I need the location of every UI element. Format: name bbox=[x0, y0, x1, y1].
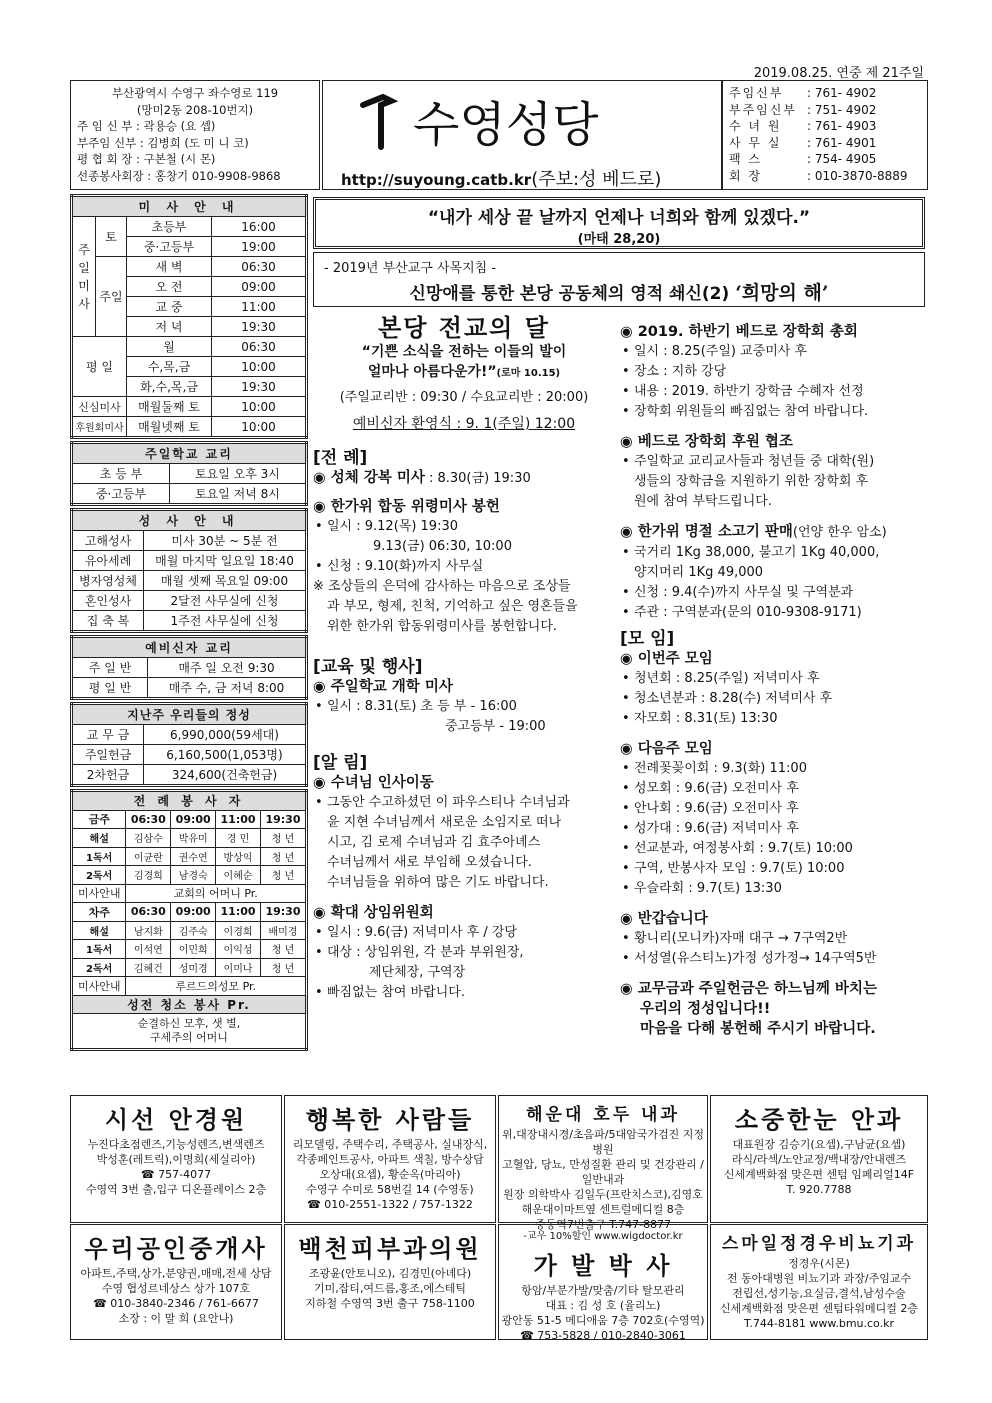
servers-cell: 해설 bbox=[72, 829, 126, 848]
ad-title: 백천피부과의원 bbox=[298, 1234, 482, 1263]
servers-row bbox=[72, 958, 307, 977]
item-line: • 우슬라회 : 9.7(토) 13:30 bbox=[620, 879, 926, 899]
staff-name: 구본철 (시 몬) bbox=[143, 152, 216, 166]
servers-cell: 이석연 bbox=[126, 940, 171, 959]
item-line: • 빠짐없는 참여 바랍니다. bbox=[313, 983, 615, 1003]
saturday-label: 토 bbox=[96, 217, 127, 257]
quote-text: “내가 세상 끝 날까지 언제나 너희와 함께 있겠다.” bbox=[427, 208, 811, 228]
issue-date: 2019.08.25. 연중 제 21주일 bbox=[753, 66, 924, 81]
sacrament-table bbox=[70, 508, 308, 633]
ad-title: 시선 안경원 bbox=[104, 1105, 248, 1134]
support-mass-label: 후원회미사 bbox=[72, 417, 127, 438]
item-title: ◉ 수녀님 인사이동 bbox=[313, 775, 434, 791]
item-line: • 장학회 위원들의 빠짐없는 참여 바랍니다. bbox=[620, 402, 926, 422]
item-title: ◉ 주일학교 개학 미사 bbox=[313, 679, 453, 695]
ad-line: 중동역7번출구 T.747-8877 bbox=[534, 1218, 672, 1231]
catechumen-table bbox=[70, 635, 308, 700]
ad-line: ☎ 753-5828 / 010-2840-3061 bbox=[520, 1329, 686, 1342]
servers-cell: 경 민 bbox=[216, 829, 261, 848]
item-title: ◉ 베드로 장학회 후원 협조 bbox=[620, 434, 793, 450]
mission-title: 본당 전교의 달 bbox=[378, 314, 550, 342]
servers-row bbox=[72, 940, 307, 959]
ad-title: 해운대 호두 내과 bbox=[526, 1105, 680, 1125]
contact-number: : 751- 4902 bbox=[807, 102, 877, 117]
staff-name: 곽용승 (요 셉) bbox=[143, 119, 216, 133]
item-line: 시고, 김 로제 수녀님과 김 효주아녜스 bbox=[327, 835, 541, 850]
servers-head-row bbox=[72, 903, 307, 922]
item-line: 생들의 장학금을 지원하기 위한 장학회 후 bbox=[634, 474, 869, 489]
row-key: 중·고등부 bbox=[72, 484, 170, 505]
pastoral-guideline bbox=[313, 252, 925, 307]
servers-cell: 배미경 bbox=[260, 921, 306, 940]
row-value: 루르드의성모 Pr. bbox=[126, 977, 307, 996]
servers-row bbox=[72, 921, 307, 940]
ad-line: 항암/부분가발/맞춤/기타 탈모관리 bbox=[521, 1284, 685, 1297]
contact-row bbox=[729, 118, 921, 135]
mass-time: 06:30 bbox=[241, 339, 276, 354]
mission-classes: (주일교리반 : 09:30 / 수요교리반 : 20:00) bbox=[339, 390, 589, 405]
servers-cell: 남지화 bbox=[126, 921, 171, 940]
row-value: 미사 30분 ~ 5분 전 bbox=[144, 531, 307, 551]
servers-cell: 이미나 bbox=[216, 958, 261, 977]
staff-role: 주 임 신 부 bbox=[77, 119, 133, 133]
ad-line: 오상대(요셉), 황순옥(마리아) bbox=[319, 1168, 461, 1181]
row-key: 미사안내 bbox=[72, 884, 126, 903]
item-line: • 장소 : 지하 강당 bbox=[620, 362, 926, 382]
item-line: 원에 참여 부탁드립니다. bbox=[634, 494, 772, 509]
ad-line: 해운대이마트옆 센트럴메디컬 8층 bbox=[521, 1203, 685, 1216]
item-line: 중고등부 - 19:00 bbox=[445, 719, 546, 734]
item-line: • 자모회 : 8.31(토) 13:30 bbox=[620, 709, 926, 729]
address: 부산광역시 수영구 좌수영로 119 bbox=[111, 86, 279, 100]
servers-cell: 청 년 bbox=[260, 847, 306, 866]
sacrament-row bbox=[72, 591, 307, 611]
servers-cell: 1독서 bbox=[72, 940, 126, 959]
item-note: ※ 조상들의 은덕에 감사하는 마음으로 조상들 bbox=[313, 579, 571, 594]
ad-line: 조광윤(안토니오), 김경민(아녜다) bbox=[308, 1267, 472, 1280]
school-title: 주일학교 교리 bbox=[72, 443, 307, 464]
servers-cell: 김삼수 bbox=[126, 829, 171, 848]
item-line: 제단체장, 구역장 bbox=[369, 965, 466, 980]
row-key: 2차헌금 bbox=[72, 765, 144, 786]
item-line: • 성가대 : 9.6(금) 저녁미사 후 bbox=[620, 819, 926, 839]
mass-name: 오 전 bbox=[127, 277, 212, 296]
sacrament-row bbox=[72, 531, 307, 551]
row-key: 주일헌금 bbox=[72, 745, 144, 765]
ad-box bbox=[498, 1095, 708, 1231]
servers-cell: 1독서 bbox=[72, 847, 126, 866]
mass-title: 미 사 안 내 bbox=[72, 196, 307, 217]
ad-line: 전 동아대병원 비뇨기과 과장/주임교수 bbox=[726, 1272, 912, 1285]
contact-number: : 761- 4903 bbox=[807, 119, 877, 133]
closing-message: ◉ 교무금과 주일헌금은 하느님께 바치는 bbox=[620, 981, 877, 997]
ad-line: 기미,잡티,여드름,홍조,에스테틱 bbox=[313, 1282, 467, 1295]
row-value: 매월 셋째 목요일 09:00 bbox=[144, 571, 307, 591]
row-value: 6,990,000(59세대) bbox=[144, 725, 307, 745]
sunday-label: 주일 bbox=[96, 257, 127, 337]
servers-cell: 방상익 bbox=[216, 847, 261, 866]
row-value: 6,160,500(1,053명) bbox=[144, 745, 307, 765]
staff-row: 부주임 신부 : 김병희 (도 미 니 코) bbox=[77, 135, 249, 150]
item-line: • 국거리 1Kg 38,000, 불고기 1Kg 40,000, bbox=[620, 543, 926, 563]
contact-row bbox=[729, 102, 921, 119]
servers-row bbox=[72, 866, 307, 885]
mass-name: 초등부 bbox=[127, 217, 212, 236]
row-value: 교회의 어머니 Pr. bbox=[126, 884, 307, 903]
quote-ref: (마태 28,20) bbox=[577, 232, 661, 247]
ad-title: 스마일정경우비뇨기과 bbox=[721, 1234, 917, 1254]
ad-line: 박성훈(레트릭),이명희(세실리아) bbox=[96, 1153, 256, 1166]
servers-title: 전 례 봉 사 자 bbox=[72, 791, 307, 811]
contact-number: : 010-3870-8889 bbox=[807, 168, 908, 183]
sacrament-row bbox=[72, 571, 307, 591]
item-line: • 대상 : 상임위원, 각 분과 부위원장, bbox=[313, 943, 615, 963]
mass-name: 중·고등부 bbox=[127, 237, 212, 256]
servers-cell: 청 년 bbox=[260, 866, 306, 885]
ad-line: 누진다초점렌즈,기능성렌즈,변색렌즈 bbox=[87, 1138, 265, 1151]
ad-line: ☎ 010-3840-2346 / 761-6677 bbox=[93, 1297, 259, 1310]
ad-line: 수영 협성르네상스 상가 107호 bbox=[101, 1282, 251, 1295]
servers-cell: 이익성 bbox=[216, 940, 261, 959]
logo-text: 수영성당 bbox=[413, 97, 599, 153]
mass-day: 매월둘째 토 bbox=[127, 397, 212, 416]
ad-box bbox=[70, 1224, 282, 1340]
servers-cell: 해설 bbox=[72, 921, 126, 940]
servers-head-cell: 19:30 bbox=[260, 903, 306, 922]
devotion-mass-label: 신심미사 bbox=[72, 397, 127, 417]
servers-cell: 이민희 bbox=[171, 940, 216, 959]
servers-head-cell: 11:00 bbox=[216, 903, 261, 922]
ad-line: 고혈압, 당뇨, 만성질환 관리 및 건강관리 / 일반내과 bbox=[502, 1158, 704, 1186]
sunday-school-table bbox=[70, 441, 308, 506]
section-education: [교육 및 행사] bbox=[313, 657, 423, 677]
ad-line: 각종페인트공사, 아파트 색칠, 방수상담 bbox=[296, 1153, 484, 1166]
mass-time: 19:00 bbox=[241, 239, 276, 254]
contact-label: 부주임신부 bbox=[729, 102, 797, 117]
servers-table bbox=[70, 789, 308, 1051]
ad-line: 위,대장내시경/초음파/5대암국가검진 지정병원 bbox=[501, 1128, 705, 1156]
section-notice: [알 림] bbox=[313, 753, 368, 773]
contact-number: : 761- 4902 bbox=[807, 86, 877, 100]
servers-head-cell: 09:00 bbox=[171, 903, 216, 922]
row-key: 미사안내 bbox=[72, 977, 126, 996]
item-note: 과 부모, 형제, 친척, 기억하고 싶은 영혼들을 bbox=[327, 599, 578, 614]
masthead bbox=[322, 80, 722, 190]
ad-box bbox=[284, 1095, 496, 1223]
staff-row: 주 임 신 부 : 곽용승 (요 셉) bbox=[77, 119, 216, 133]
staff-row: 선종봉사회장 : 홍창기 010-9908-9868 bbox=[77, 168, 281, 183]
contact-row bbox=[729, 168, 921, 185]
offering-table bbox=[70, 702, 308, 787]
staff-role: 부주임 신부 bbox=[77, 135, 137, 150]
servers-head-cell: 06:30 bbox=[126, 810, 171, 829]
ad-line: 라식/라섹/노안교정/백내장/안내렌즈 bbox=[731, 1153, 907, 1166]
servers-head-cell: 11:00 bbox=[216, 810, 261, 829]
mass-day: 매월넷째 토 bbox=[127, 417, 212, 436]
row-value: 토요일 저녁 8시 bbox=[170, 484, 307, 505]
ad-line: 신세계백화점 맞은편 센텀타워메디컬 2층 bbox=[719, 1302, 919, 1315]
mission-welcome: 예비신자 환영식 : 9. 1(주일) 12:00 bbox=[352, 416, 576, 432]
item-line: • 신청 : 9.4(수)까지 사무실 및 구역분과 bbox=[620, 583, 926, 603]
ad-title: 우리공인중개사 bbox=[84, 1234, 268, 1263]
cleaning-title: 성전 청소 봉사 Pr. bbox=[72, 995, 307, 1014]
mass-time: 10:00 bbox=[241, 419, 276, 434]
mass-name: 저 녁 bbox=[127, 317, 212, 336]
row-value: 324,600(건축헌금) bbox=[144, 765, 307, 786]
item-line: 수녀님께서 새로 부임해 오셨습니다. bbox=[327, 855, 532, 870]
row-value: 매월 마지막 일요일 18:40 bbox=[144, 551, 307, 571]
item-line: • 내용 : 2019. 하반기 장학금 수혜자 선정 bbox=[620, 382, 926, 402]
item-title: ◉ 2019. 하반기 베드로 장학회 총회 bbox=[620, 324, 858, 340]
row-value: 매주 수, 금 저녁 8:00 bbox=[148, 678, 307, 699]
row-key: 평 일 반 bbox=[72, 678, 148, 699]
row-key: 초 등 부 bbox=[72, 464, 170, 484]
mass-day: 화,수,목,금 bbox=[127, 377, 212, 396]
ad-line: 정경우(시몬) bbox=[788, 1257, 850, 1270]
patron-saint: (주보:성 베드로) bbox=[531, 169, 662, 190]
item-line: • 황니리(모니카)자매 대구 → 7구역2반 bbox=[620, 929, 926, 949]
parish-info bbox=[70, 80, 320, 190]
mass-time: 10:00 bbox=[241, 359, 276, 374]
servers-cell: 김혜건 bbox=[126, 958, 171, 977]
item-title: ◉ 한가위 명절 소고기 판매 bbox=[620, 524, 793, 540]
mass-time: 10:00 bbox=[241, 399, 276, 414]
cleaning-groups: 순결하신 모후, 샛 별, 구세주의 어머니 bbox=[72, 1014, 307, 1050]
servers-cell: 남경숙 bbox=[171, 866, 216, 885]
mass-time: 06:30 bbox=[241, 259, 276, 274]
mission-verse: 얼마나 아름다운가!” bbox=[367, 364, 497, 380]
item-line: 9.13(금) 06:30, 10:00 bbox=[373, 539, 512, 554]
staff-role: 선종봉사회장 bbox=[77, 168, 144, 183]
guide-title: 신망애를 통한 본당 공동체의 영적 쇄신(2) bbox=[409, 284, 730, 304]
weekly-quote bbox=[313, 197, 925, 249]
right-column: ◉ 2019. 하반기 베드로 장학회 총회 • 일시 : 8.25(주일) 교중미사 후 • 장소 : 지하 강당 • 내용 : 2019. 하반기 장학금 수혜자 선정 • 장학회 위원들의 빠짐없는 참여 바랍니다. ◉ 베드로 장학회 후원 협조 • 주일학교 교리교사들과 청년들 중 대학(원) 생들의 장학금을 지원하기 위한 장학회 후 원에 참여 부탁드립니다. ◉ 한가위 명절 소고기 판매(언양 한우 암소) • 국거리 1Kg 38,000, 불고기 1Kg 40,000, 양지머리 1Kg 49,000 • 신청 : 9.4(수)까지 사무실 및 구역분과 • 주관 : 구역분과(문의 010-9308-9171) [모 임] ◉ 이번주 모임 • 청년회 : 8.25(주일) 저녁미사 후 • 청소년분과 : 8.28(수) 저녁미사 후 • 자모회 : 8.31(토) 13:30 ◉ 다음주 모임 • 전례꽃꽂이회 : 9.3(화) 11:00 • 성모회 : 9.6(금) 오전미사 후 • 안나회 : 9.6(금) 오전미사 후 • 성가대 : 9.6(금) 저녁미사 후 • 선교분과, 여정봉사회 : 9.7(토) 10:00 • 구역, 반봉사자 모임 : 9.7(토) 10:00 • 우슬라회 : 9.7(토) 13:30 ◉ 반갑습니다 • 황니리(모니카)자매 대구 → 7구역2반 • 서성열(유스티노)가정 성가정→ 14구역5반 ◉ 교무금과 주일헌금은 하느님께 바치는 우리의 정성입니다!! 마음을 다해 봉헌해 주시기 바랍니다. bbox=[620, 322, 926, 1039]
ad-box bbox=[498, 1224, 708, 1340]
mission-verse: “기쁜 소식을 전하는 이들의 발이 bbox=[361, 344, 567, 360]
servers-head-cell: 19:30 bbox=[260, 810, 306, 829]
item-line: 수녀님들을 위하여 많은 기도 바랍니다. bbox=[327, 875, 549, 890]
mass-time: 19:30 bbox=[241, 319, 276, 334]
ad-line: ☎ 010-2551-1322 / 757-1322 bbox=[307, 1198, 473, 1211]
contact-number: : 761- 4901 bbox=[807, 135, 877, 150]
contact-label: 사 무 실 bbox=[729, 135, 782, 150]
ad-line: 아파트,주택,상가,분양권,매매,전세 상담 bbox=[80, 1267, 272, 1280]
servers-head-cell: 금주 bbox=[72, 810, 126, 829]
mission-verse-ref: (로마 10.15) bbox=[496, 368, 561, 379]
staff-row: 평 협 회 장 : 구본철 (시 몬) bbox=[77, 152, 216, 166]
item-line: • 일시 : 9.6(금) 저녁미사 후 / 강당 bbox=[313, 923, 615, 943]
ad-line: 신세계백화점 맞은편 센텀 임페리얼14F bbox=[723, 1168, 915, 1181]
item-line: 양지머리 1Kg 49,000 bbox=[634, 565, 764, 580]
servers-cell: 이혜순 bbox=[216, 866, 261, 885]
ad-line: ☎ 757-4077 bbox=[140, 1168, 212, 1181]
guide-year-theme: ‘희망의 해’ bbox=[735, 282, 829, 304]
contact-label: 회 장 bbox=[729, 168, 762, 183]
sacrament-title: 성 사 안 내 bbox=[72, 510, 307, 531]
item-line: 윤 지현 수녀님께서 새로운 소임지로 떠나 bbox=[327, 815, 562, 830]
item-line: • 그동안 수고하셨던 이 파우스티나 수녀님과 bbox=[313, 793, 615, 813]
ad-box bbox=[70, 1095, 282, 1223]
center-column: 본당 전교의 달 “기쁜 소식을 전하는 이들의 발이 얼마나 아름다운가!”(로마 10.15) (주일교리반 : 09:30 / 수요교리반 : 20:00) 예비신자 환영식 : 9. 1(주일) 12:00 [전 례] ◉ 성체 강복 미사 : 8.30(금) 19:30 ◉ 한가위 합동 위령미사 봉헌 • 일시 : 9.12(목) 19:30 9.13(금) 06:30, 10:00 • 신청 : 9.10(화)까지 사무실 ※ 조상들의 은덕에 감사하는 마음으로 조상들 과 부모, 형제, 친척, 기억하고 싶은 영혼들을 위한 한가위 합동위령미사를 봉헌합니다. [교육 및 행사] ◉ 주일학교 개학 미사 • 일시 : 8.31(토) 초 등 부 - 16:00 중고등부 - 19:00 [알 림] ◉ 수녀님 인사이동 • 그동안 수고하셨던 이 파우스티나 수녀님과 윤 지현 수녀님께서 새로운 소임지로 떠나 시고, 김 로제 수녀님과 김 효주아녜스 수녀님께서 새로 부임해 오셨습니다. 수녀님들을 위하여 많은 기도 바랍니다. ◉ 확대 상임위원회 • 일시 : 9.6(금) 저녁미사 후 / 강당 • 대상 : 상임위원, 각 분과 부위원장, 제단체장, 구역장 • 빠짐없는 참여 바랍니다. bbox=[313, 318, 615, 1003]
item-title: ◉ 한가위 합동 위령미사 봉헌 bbox=[313, 499, 500, 515]
row-key: 교 무 금 bbox=[72, 725, 144, 745]
ad-line: 전립선,성기능,요실금,결석,남성수술 bbox=[732, 1287, 906, 1300]
closing-message: 우리의 정성입니다!! bbox=[640, 1001, 771, 1017]
item-line: • 주관 : 구역분과(문의 010-9308-9171) bbox=[620, 603, 926, 623]
address-detail: (망미2동 208-10번지) bbox=[136, 102, 254, 117]
row-key: 병자영성체 bbox=[72, 571, 144, 591]
item-line: • 청소년분과 : 8.28(수) 저녁미사 후 bbox=[620, 689, 926, 709]
ad-line: 대표원장 김승기(요셉),구남균(요셉) bbox=[732, 1138, 906, 1151]
contact-label: 팩 스 bbox=[729, 152, 762, 166]
row-key: 집 축 복 bbox=[72, 611, 144, 632]
item-line: • 일시 : 8.25(주일) 교중미사 후 bbox=[620, 342, 926, 362]
sacrament-row bbox=[72, 611, 307, 632]
item-line: • 서성열(유스티노)가정 성가정→ 14구역5반 bbox=[620, 949, 926, 969]
item-title: ◉ 이번주 모임 bbox=[620, 651, 713, 667]
schedule-column bbox=[70, 194, 308, 1051]
item-line: • 전례꽃꽂이회 : 9.3(화) 11:00 bbox=[620, 759, 926, 779]
staff-role: 평 협 회 장 bbox=[77, 152, 133, 166]
staff-name: 김병희 (도 미 니 코) bbox=[147, 135, 249, 150]
sunday-mass-label: 주일미사 bbox=[72, 217, 96, 337]
servers-row bbox=[72, 847, 307, 866]
row-key: 혼인성사 bbox=[72, 591, 144, 611]
servers-cell: 박유미 bbox=[171, 829, 216, 848]
servers-head-row bbox=[72, 810, 307, 829]
contact-row bbox=[729, 151, 921, 168]
servers-cell: 청 년 bbox=[260, 829, 306, 848]
item-line: • 신청 : 9.10(화)까지 사무실 bbox=[313, 557, 615, 577]
mass-day: 수,목,금 bbox=[127, 357, 212, 376]
ad-title: 소중한눈 안과 bbox=[734, 1105, 904, 1134]
parish-logo bbox=[343, 87, 703, 157]
row-key: 유아세례 bbox=[72, 551, 144, 571]
website-link[interactable]: http://suyoung.catb.kr bbox=[341, 171, 532, 189]
ad-box bbox=[710, 1224, 928, 1340]
row-key: 고해성사 bbox=[72, 531, 144, 551]
ad-tagline: -교우 10%할인 www.wigdoctor.kr bbox=[523, 1231, 683, 1242]
servers-cell: 2독서 bbox=[72, 866, 126, 885]
ad-line: T.744-8181 www.bmu.co.kr bbox=[744, 1317, 894, 1330]
item-title: ◉ 반갑습니다 bbox=[620, 911, 708, 927]
item-line: • 청년회 : 8.25(주일) 저녁미사 후 bbox=[620, 669, 926, 689]
row-key: 주 일 반 bbox=[72, 658, 148, 678]
mass-time: 16:00 bbox=[241, 219, 276, 234]
servers-cell: 김경희 bbox=[126, 866, 171, 885]
item-title: ◉ 성체 강복 미사 bbox=[313, 470, 425, 486]
servers-cell: 성미경 bbox=[171, 958, 216, 977]
ad-line: 지하철 수영역 3번 출구 758-1100 bbox=[305, 1297, 475, 1310]
row-value: 매주 일 오전 9:30 bbox=[148, 658, 307, 678]
guide-subtitle: - 2019년 부산교구 사목지침 - bbox=[324, 261, 497, 276]
row-value: 1주전 사무실에 신청 bbox=[144, 611, 307, 632]
contact-row bbox=[729, 85, 921, 102]
servers-head-cell: 06:30 bbox=[126, 903, 171, 922]
ad-box bbox=[284, 1224, 496, 1340]
ad-title: 가 발 박 사 bbox=[533, 1251, 673, 1280]
item-line: • 일시 : 8.31(토) 초 등 부 - 16:00 bbox=[313, 697, 615, 717]
contact-label: 주임신부 bbox=[729, 86, 784, 100]
servers-cell: 청 년 bbox=[260, 958, 306, 977]
mass-time: 11:00 bbox=[241, 299, 276, 314]
item-note: 위한 한가위 합동위령미사를 봉헌합니다. bbox=[327, 619, 558, 634]
contact-label: 수 녀 원 bbox=[729, 119, 782, 133]
mass-day: 월 bbox=[127, 337, 212, 356]
ad-line: 수영구 수미로 58번길 14 (수영동) bbox=[306, 1183, 474, 1196]
mass-name: 새 벽 bbox=[127, 257, 212, 276]
mass-schedule-table bbox=[70, 194, 308, 439]
item-line: • 성모회 : 9.6(금) 오전미사 후 bbox=[620, 779, 926, 799]
item-title: ◉ 확대 상임위원회 bbox=[313, 905, 434, 921]
servers-cell: 권수연 bbox=[171, 847, 216, 866]
weekday-label: 평 일 bbox=[72, 337, 127, 397]
item-line: • 안나회 : 9.6(금) 오전미사 후 bbox=[620, 799, 926, 819]
servers-row bbox=[72, 829, 307, 848]
section-meetings: [모 임] bbox=[620, 629, 675, 649]
contact-row bbox=[729, 135, 921, 152]
offering-title: 지난주 우리들의 정성 bbox=[72, 704, 307, 725]
ad-box bbox=[710, 1095, 928, 1223]
mass-name: 교 중 bbox=[127, 297, 212, 316]
servers-cell: 2독서 bbox=[72, 958, 126, 977]
ad-line: 대표 : 김 성 호 (율리노) bbox=[545, 1299, 661, 1312]
item-line: • 주일학교 교리교사들과 청년들 중 대학(원) bbox=[620, 452, 926, 472]
contact-number: : 754- 4905 bbox=[807, 152, 877, 166]
item-line: • 구역, 반봉사자 모임 : 9.7(토) 10:00 bbox=[620, 859, 926, 879]
section-liturgy: [전 례] bbox=[313, 448, 368, 468]
mass-time: 09:00 bbox=[241, 279, 276, 294]
ad-line: 원장 의학박사 김일두(프란치스코),김영호 bbox=[503, 1188, 703, 1201]
row-value: 토요일 오후 3시 bbox=[170, 464, 307, 484]
item-title: ◉ 다음주 모임 bbox=[620, 741, 713, 757]
sacrament-row bbox=[72, 551, 307, 571]
servers-cell: 이경희 bbox=[216, 921, 261, 940]
ad-line: 광안동 51-5 메디애움 7층 702호(수영역) bbox=[501, 1314, 705, 1327]
servers-head-cell: 차주 bbox=[72, 903, 126, 922]
staff-name: 홍창기 010-9908-9868 bbox=[154, 168, 281, 183]
contact-numbers bbox=[722, 80, 928, 190]
ad-line: 리모델링, 주택수리, 주택공사, 실내장식, bbox=[292, 1138, 488, 1151]
ad-line: 수영역 3번 출,입구 디온플레이스 2층 bbox=[85, 1183, 267, 1196]
row-value: 2달전 사무실에 신청 bbox=[144, 591, 307, 611]
ad-line: T. 920.7788 bbox=[786, 1183, 852, 1196]
servers-cell: 김주숙 bbox=[171, 921, 216, 940]
item-line: • 일시 : 9.12(목) 19:30 bbox=[313, 517, 615, 537]
catechumen-title: 예비신자 교리 bbox=[72, 637, 307, 658]
servers-cell: 이균란 bbox=[126, 847, 171, 866]
servers-head-cell: 09:00 bbox=[171, 810, 216, 829]
mass-time: 19:30 bbox=[241, 379, 276, 394]
ad-title: 행복한 사람들 bbox=[305, 1105, 475, 1134]
closing-message: 마음을 다해 봉헌해 주시기 바랍니다. bbox=[640, 1021, 876, 1037]
item-line: • 선교분과, 여정봉사회 : 9.7(토) 10:00 bbox=[620, 839, 926, 859]
ad-line: 소장 : 이 말 희 (요안나) bbox=[118, 1312, 234, 1325]
servers-cell: 청 년 bbox=[260, 940, 306, 959]
